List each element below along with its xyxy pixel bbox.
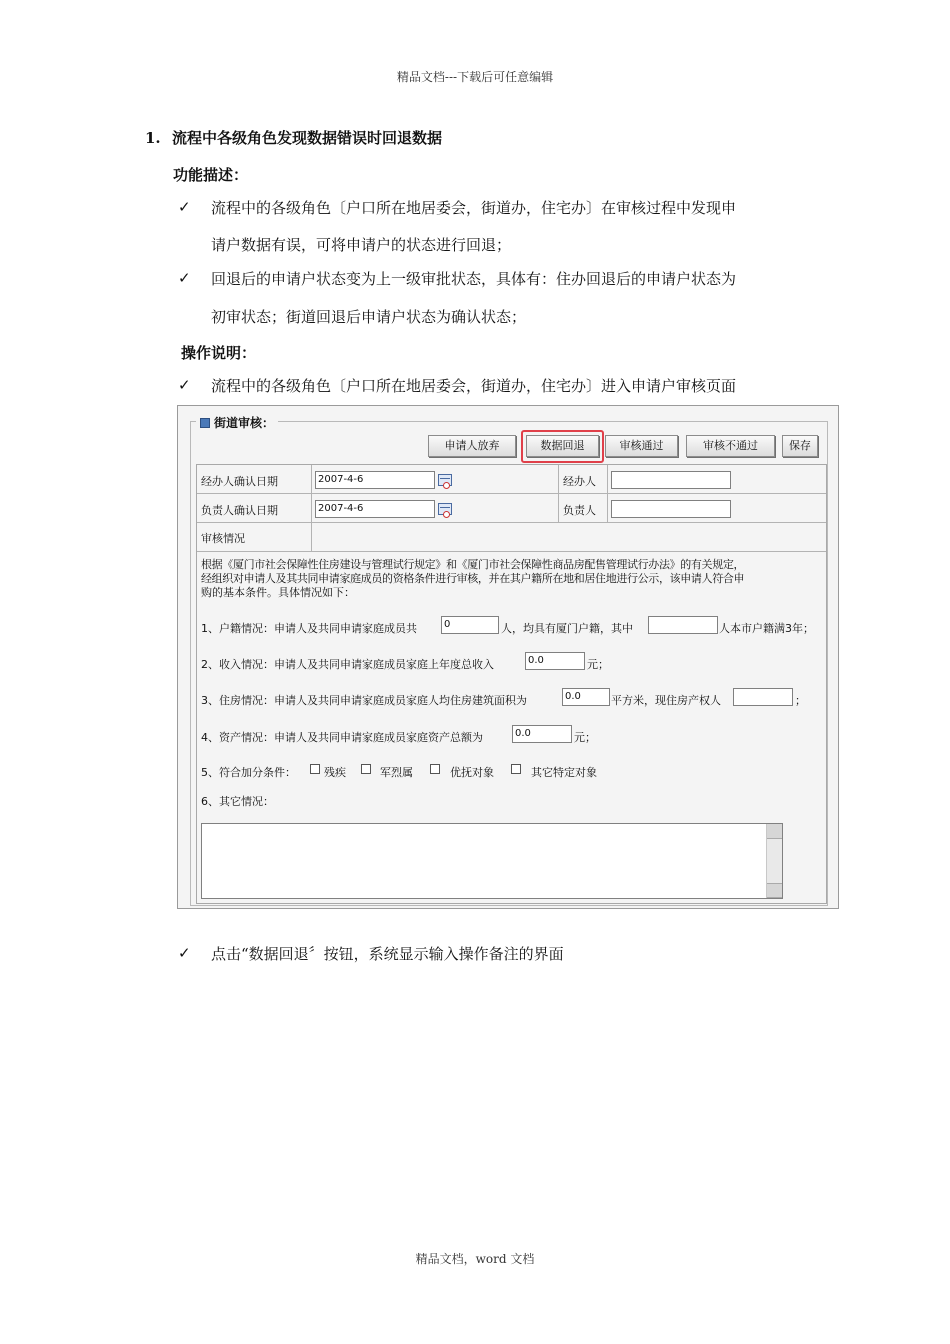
check-icon: ✓ (178, 269, 191, 287)
handler-date-input[interactable]: 2007-4-6 (315, 471, 435, 489)
income-input[interactable]: 0.0 (525, 652, 585, 670)
screenshot-street-review (177, 405, 839, 909)
func-desc-item1-line2: 请户数据有误，可将申请户的状态进行回退； (211, 236, 512, 254)
assets-input[interactable]: 0.0 (512, 725, 572, 743)
intro-line1: 根据《厦门市社会保障性住房建设与管理试行规定》和《厦门市社会保障性商品房配售管理试行办法》的有关规定， (201, 558, 745, 571)
manager-label: 负责人 (563, 504, 596, 517)
section-title-text: 流程中各级角色发现数据错误时回退数据 (172, 129, 443, 147)
reject-button[interactable]: 审核不通过 (686, 435, 775, 457)
other-target-label: 其它特定对象 (531, 766, 597, 779)
approve-button[interactable]: 审核通过 (605, 435, 678, 457)
legend-text: 街道审核： (214, 416, 275, 430)
check-icon: ✓ (178, 944, 191, 962)
review-legend (196, 414, 278, 431)
manager-input[interactable] (611, 500, 731, 518)
item6-text-a: 6、其它情况： (201, 795, 274, 808)
handler-input[interactable] (611, 471, 731, 489)
item3-text-b: 平方米，现住房产权人 (611, 694, 721, 707)
section-title (145, 127, 442, 148)
op-desc-item1: 流程中的各级角色〔户口所在地居委会，街道办，住宅办〕进入申请户审核页面 (211, 377, 737, 395)
func-desc-item1-line1: 流程中的各级角色〔户口所在地居委会，街道办，住宅办〕在审核过程中发现申 (211, 199, 737, 217)
disability-label: 残疾 (324, 766, 346, 779)
disability-checkbox[interactable] (310, 764, 320, 774)
housing-area-input[interactable]: 0.0 (562, 688, 610, 706)
scroll-down-icon[interactable] (767, 883, 782, 898)
op-desc-item2: 点击“数据回退〞按钮，系统显示输入操作备注的界面 (211, 945, 564, 963)
textarea-scrollbar[interactable] (766, 824, 782, 898)
item3-text-c: ； (795, 694, 806, 707)
special-care-checkbox[interactable] (430, 764, 440, 774)
item4-text-a: 4、资产情况：申请人及共同申请家庭成员家庭资产总额为 (201, 731, 483, 744)
item3-text-a: 3、住房情况：申请人及共同申请家庭成员家庭人均住房建筑面积为 (201, 694, 527, 707)
local-3yr-count-input[interactable] (648, 616, 718, 634)
collapse-icon[interactable] (200, 418, 210, 428)
special-care-label: 优抚对象 (450, 766, 494, 779)
check-icon: ✓ (178, 376, 191, 394)
review-table (196, 464, 827, 904)
item2-text-a: 2、收入情况：申请人及共同申请家庭成员家庭上年度总收入 (201, 658, 494, 671)
manager-date-label: 负责人确认日期 (201, 504, 278, 517)
item1-text-b: 人，均具有厦门户籍，其中 (501, 622, 633, 635)
item1-text-c: 人本市户籍满3年； (719, 622, 814, 635)
save-button[interactable]: 保存 (782, 435, 818, 457)
section-number: 1. (145, 129, 161, 147)
owner-input[interactable] (733, 688, 793, 706)
martyr-family-label: 军烈属 (380, 766, 413, 779)
martyr-family-checkbox[interactable] (361, 764, 371, 774)
page-footer: 精品文档，word 文档 (415, 1252, 535, 1266)
other-info-textarea[interactable] (201, 823, 783, 899)
func-desc-heading: 功能描述： (173, 166, 249, 184)
review-status-label: 审核情况 (201, 532, 245, 545)
calendar-icon[interactable] (438, 474, 452, 486)
calendar-icon[interactable] (438, 503, 452, 515)
family-count-input[interactable]: 0 (441, 616, 499, 634)
check-icon: ✓ (178, 198, 191, 216)
item1-text-a: 1、户籍情况：申请人及共同申请家庭成员共 (201, 622, 417, 635)
item4-text-b: 元； (574, 731, 596, 744)
intro-line2: 经组织对申请人及其共同申请家庭成员的资格条件进行审核，并在其户籍所在地和居住地进行公示，该申请人符合申 (201, 572, 745, 585)
abandon-button[interactable]: 申请人放弃 (428, 435, 516, 457)
func-desc-item2-line2: 初审状态；街道回退后申请户状态为确认状态； (211, 308, 527, 326)
manager-date-input[interactable]: 2007-4-6 (315, 500, 435, 518)
intro-line3: 购的基本条件。具体情况如下： (201, 586, 355, 599)
item2-text-b: 元； (587, 658, 609, 671)
rollback-button[interactable]: 数据回退 (526, 435, 599, 457)
handler-label: 经办人 (563, 475, 596, 488)
scroll-up-icon[interactable] (767, 824, 782, 839)
item5-text-a: 5、符合加分条件： (201, 766, 296, 779)
func-desc-item2-line1: 回退后的申请户状态变为上一级审批状态，具体有：住办回退后的申请户状态为 (211, 270, 737, 288)
other-target-checkbox[interactable] (511, 764, 521, 774)
op-desc-heading: 操作说明： (181, 344, 257, 362)
handler-date-label: 经办人确认日期 (201, 475, 278, 488)
page-header: 精品文档---下载后可任意编辑 (396, 70, 554, 84)
